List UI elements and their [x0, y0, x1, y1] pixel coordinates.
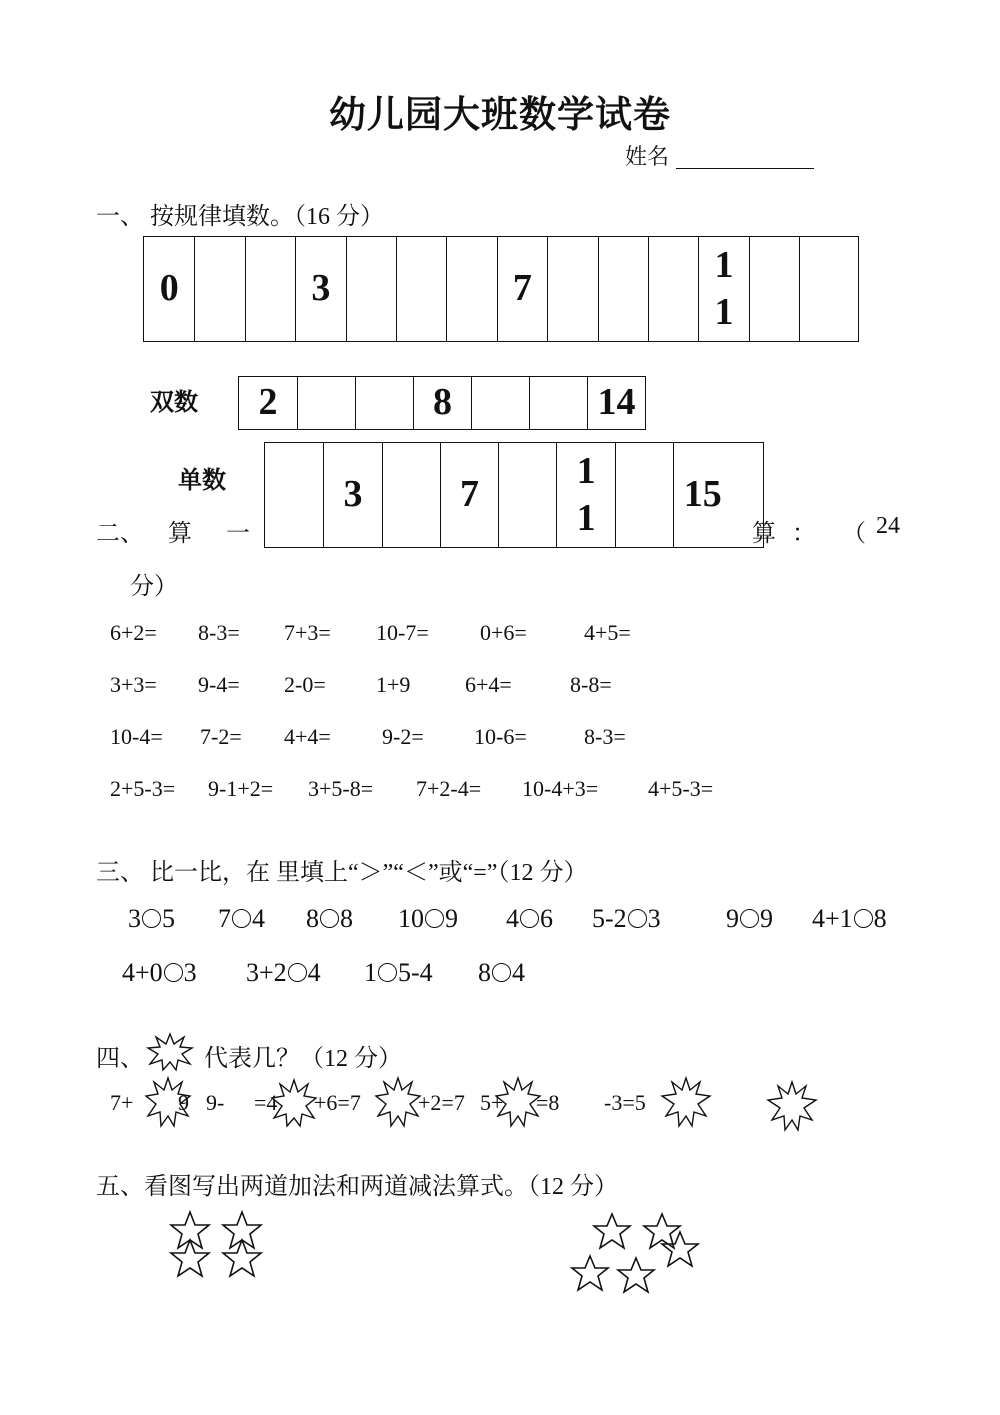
equation: 3+3=: [110, 672, 157, 697]
odd-cell[interactable]: 3: [323, 443, 381, 547]
comparison-item: 3+2 4: [246, 958, 321, 987]
burst-equation-text: +2=7: [418, 1090, 465, 1115]
equation: 2+5-3=: [110, 776, 176, 801]
comparison-item: 10 9: [398, 904, 458, 933]
compare-circle[interactable]: [232, 909, 251, 928]
section-2-heading-part: ：: [792, 521, 816, 547]
compare-circle[interactable]: [288, 963, 307, 982]
sequence-cell[interactable]: [749, 237, 799, 341]
equation: 6+4=: [465, 672, 512, 697]
section-2-heading-part: 二、: [96, 521, 144, 547]
burst-equation-text: 9-: [206, 1090, 225, 1115]
sequence-cell[interactable]: [446, 237, 496, 341]
compare-circle[interactable]: [320, 909, 339, 928]
section-4-heading-prefix: 四、: [96, 1046, 144, 1072]
compare-circle[interactable]: [492, 963, 511, 982]
burst-icon[interactable]: [494, 1076, 542, 1128]
comparison-item: 7 4: [218, 904, 265, 933]
section-5-heading: 五、看图写出两道加法和两道减法算式。（12 分）: [96, 1174, 618, 1200]
section-3-heading: 三、 比一比，在 里填上“＞”“＜”或“=”（12 分）: [96, 860, 588, 886]
burst-icon[interactable]: [766, 1080, 818, 1132]
equation: 7+2-4=: [416, 776, 482, 801]
compare-circle[interactable]: [854, 909, 873, 928]
burst-equation-text: 5+: [480, 1090, 504, 1115]
compare-circle[interactable]: [378, 963, 397, 982]
even-cell[interactable]: [297, 377, 355, 429]
burst-icon[interactable]: [270, 1078, 318, 1128]
equation: 4+5-3=: [648, 776, 714, 801]
star-icon: [618, 1258, 654, 1292]
odd-cell[interactable]: [265, 443, 323, 547]
comparison-item: 9 9: [726, 904, 773, 933]
burst-equation-text: -3=5: [604, 1090, 646, 1115]
sequence-cell[interactable]: [648, 237, 698, 341]
equation: 9-4=: [198, 672, 240, 697]
section-2-heading-cont: 分）: [130, 574, 178, 600]
burst-icon[interactable]: [660, 1076, 712, 1128]
sequence-cell[interactable]: [547, 237, 597, 341]
compare-circle[interactable]: [520, 909, 539, 928]
equation: 8-8=: [570, 672, 612, 697]
equation: 4+5=: [584, 620, 631, 645]
section-2-heading-part: 算: [168, 521, 192, 547]
comparison-item: 8 8: [306, 904, 353, 933]
equation: 6+2=: [110, 620, 157, 645]
equation: 8-3=: [198, 620, 240, 645]
burst-equation-text: =4: [254, 1090, 278, 1115]
section-2-heading-part: 24: [876, 513, 900, 539]
even-cell[interactable]: [529, 377, 587, 429]
section-1-heading: 一、 按规律填数。（16 分）: [96, 204, 384, 230]
equation: 7-2=: [200, 724, 242, 749]
equation: 2-0=: [284, 672, 326, 697]
sequence-cell[interactable]: [598, 237, 648, 341]
star-icon: [223, 1212, 261, 1248]
sequence-cell[interactable]: [194, 237, 244, 341]
odd-cell[interactable]: [382, 443, 440, 547]
equation: 0+6=: [480, 620, 527, 645]
compare-circle[interactable]: [164, 963, 183, 982]
equation: 7+3=: [284, 620, 331, 645]
equation: 3+5-8=: [308, 776, 374, 801]
sequence-cell[interactable]: [396, 237, 446, 341]
burst-icon[interactable]: [374, 1076, 422, 1128]
even-cell[interactable]: 8: [413, 377, 471, 429]
sequence-cell[interactable]: 3: [295, 237, 345, 341]
compare-circle[interactable]: [142, 909, 161, 928]
even-cell[interactable]: [471, 377, 529, 429]
star-icon: [662, 1232, 698, 1266]
comparison-item: 5-2 3: [592, 904, 661, 933]
section-2-heading-part: 算: [752, 521, 776, 547]
odd-cell[interactable]: 15: [673, 443, 731, 547]
section-2-heading-part: 一: [226, 521, 250, 547]
equation: 10-4=: [110, 724, 163, 749]
star-icon: [171, 1212, 209, 1248]
odd-cell[interactable]: [615, 443, 673, 547]
odd-grid: [264, 442, 764, 548]
star-icon: [171, 1240, 209, 1276]
comparison-item: 4+0 3: [122, 958, 197, 987]
star-icon: [594, 1214, 630, 1248]
comparison-item: 8 4: [478, 958, 525, 987]
page-title: 幼儿园大班数学试卷: [329, 95, 671, 136]
comparison-item: 1 5-4: [364, 958, 433, 987]
burst-equation-text: 9: [178, 1090, 189, 1115]
star-icon: [223, 1240, 261, 1276]
equation: 9-1+2=: [208, 776, 274, 801]
equation: 8-3=: [584, 724, 626, 749]
odd-cell[interactable]: 1 1: [556, 443, 614, 547]
burst-equation-text: 7+: [110, 1090, 134, 1115]
even-cell[interactable]: 2: [258, 381, 278, 424]
sequence-cell[interactable]: 0: [159, 267, 179, 310]
sequence-cell[interactable]: [799, 237, 849, 341]
sequence-cell[interactable]: [245, 237, 295, 341]
burst-icon: [146, 1032, 194, 1072]
even-grid: [238, 376, 646, 430]
comparison-item: 4+1 8: [812, 904, 887, 933]
compare-circle[interactable]: [740, 909, 759, 928]
even-cell[interactable]: 14: [587, 377, 645, 429]
equation: 4+4=: [284, 724, 331, 749]
compare-circle[interactable]: [425, 909, 444, 928]
even-cell[interactable]: [355, 377, 413, 429]
odd-label: 单数: [178, 466, 226, 494]
name-label: 姓名: [625, 144, 670, 169]
equation: 9-2=: [382, 724, 424, 749]
star-icon: [572, 1256, 608, 1290]
section-2-heading-part: （: [842, 521, 866, 547]
equation: 10-4+3=: [522, 776, 599, 801]
name-input-line[interactable]: [676, 168, 814, 169]
equation: 10-6=: [474, 724, 527, 749]
star-group-left: [168, 1210, 268, 1282]
sequence-cell[interactable]: 1 1: [698, 237, 748, 341]
equation: 1+9: [376, 672, 411, 697]
comparison-item: 4 6: [506, 904, 553, 933]
sequence-cell[interactable]: [346, 237, 396, 341]
sequence-cell[interactable]: 7: [497, 237, 547, 341]
section-4-heading-suffix: 代表几？（12 分）: [204, 1046, 402, 1072]
odd-cell[interactable]: [498, 443, 556, 547]
burst-equation-text: =8: [536, 1090, 560, 1115]
comparison-item: 3 5: [128, 904, 175, 933]
odd-cell[interactable]: 7: [440, 443, 498, 547]
equation: 10-7=: [376, 620, 429, 645]
compare-circle[interactable]: [628, 909, 647, 928]
star-group-right: [570, 1212, 704, 1300]
even-label: 双数: [150, 388, 198, 416]
burst-equation-text: +6=7: [314, 1090, 361, 1115]
sequence-grid: [143, 236, 859, 342]
